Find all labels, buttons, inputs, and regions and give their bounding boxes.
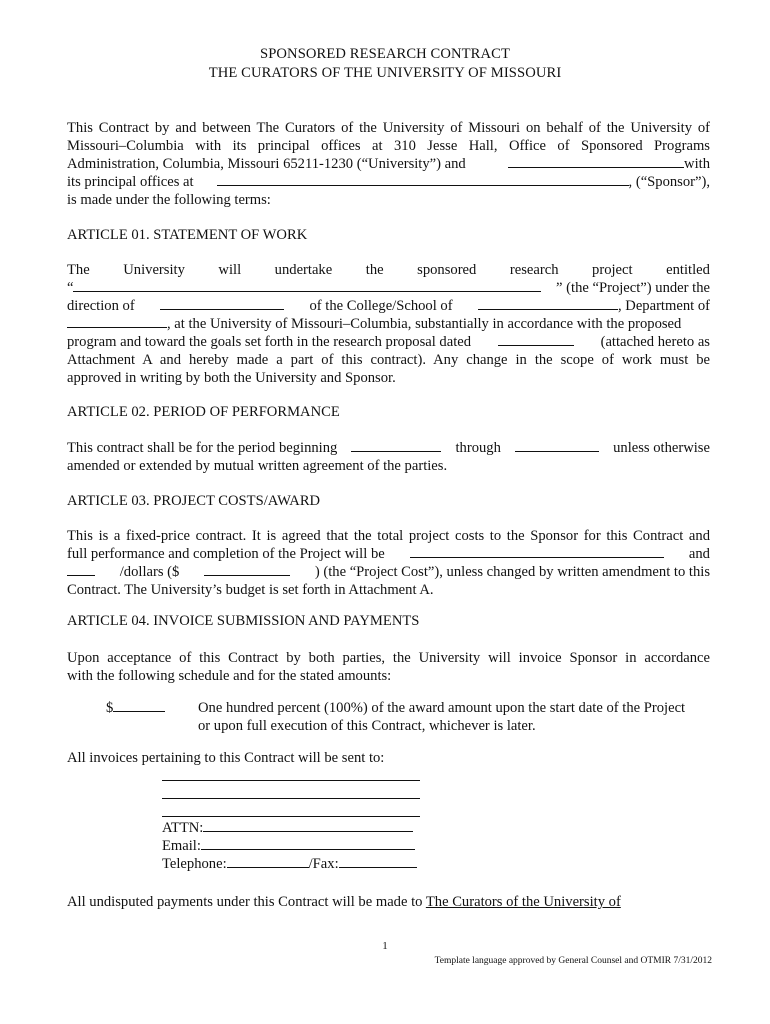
word: The bbox=[67, 262, 90, 278]
article-line: This is a fixed-price contract. It is agreed that the total project costs to the Sponsor for this Contract and bbox=[67, 528, 710, 544]
attn-blank[interactable] bbox=[203, 819, 413, 832]
article-line: with the following schedule and for the stated amounts: bbox=[67, 668, 392, 684]
department-blank[interactable] bbox=[67, 315, 167, 328]
sponsor-address-blank[interactable] bbox=[217, 173, 629, 186]
telephone-blank[interactable] bbox=[227, 855, 309, 868]
intro-line: is made under the following terms: bbox=[67, 192, 271, 208]
article-text: unless otherwise bbox=[613, 440, 710, 456]
word: the bbox=[365, 262, 384, 278]
fax-label: /Fax: bbox=[308, 856, 339, 872]
intro-line: Missouri–Columbia with its principal offices at 310 Jesse Hall, Office of Sponsored Programs bbox=[67, 138, 710, 154]
invoices-recipient-label: All invoices pertaining to this Contract will be sent to: bbox=[67, 750, 385, 766]
attn-label: ATTN: bbox=[162, 820, 204, 836]
open-quote: “ bbox=[67, 280, 74, 296]
article-line bbox=[67, 545, 710, 563]
template-approval-note: Template language approved by General Counsel and OTMIR 7/31/2012 bbox=[434, 956, 712, 966]
article-line bbox=[67, 333, 710, 351]
project-title-blank[interactable] bbox=[73, 279, 541, 292]
article-text: (attached hereto as bbox=[600, 334, 710, 350]
intro-line bbox=[67, 155, 710, 173]
word: research bbox=[509, 262, 559, 278]
payment-line: One hundred percent (100%) of the award amount upon the start date of the Project bbox=[198, 700, 686, 716]
payee-name: The Curators of the University of bbox=[425, 894, 621, 910]
article-line bbox=[67, 261, 710, 279]
start-date-blank[interactable] bbox=[351, 439, 441, 452]
email-row bbox=[162, 837, 415, 855]
payment-amount-blank[interactable] bbox=[113, 699, 165, 712]
article-text: and bbox=[688, 546, 710, 562]
article-02-heading: ARTICLE 02. PERIOD OF PERFORMANCE bbox=[67, 404, 340, 420]
cents-blank[interactable] bbox=[67, 563, 95, 576]
article-text: through bbox=[455, 440, 501, 456]
telephone-row bbox=[162, 855, 417, 873]
email-label: Email: bbox=[162, 838, 201, 854]
article-line: Attachment A and hereby made a part of this contract). Any change in the scope of work must be bbox=[67, 352, 710, 368]
payment-terms bbox=[198, 699, 718, 735]
payment-amount bbox=[106, 699, 170, 717]
telephone-label: Telephone: bbox=[162, 856, 227, 872]
article-text: ) (the “Project Cost”), unless changed by written amendment to this bbox=[314, 564, 710, 580]
intro-text: Administration, Columbia, Missouri 65211-1230 (“University”) and bbox=[67, 156, 466, 172]
amount-figures-blank[interactable] bbox=[204, 563, 290, 576]
word: will bbox=[218, 262, 242, 278]
intro-text: , (“Sponsor”), bbox=[628, 174, 710, 190]
article-line: Contract. The University’s budget is set forth in Attachment A. bbox=[67, 582, 434, 598]
payments-text: All undisputed payments under this Contract will be made to bbox=[67, 894, 423, 910]
word: project bbox=[592, 262, 633, 278]
payment-line: or upon full execution of this Contract, whichever is later. bbox=[198, 718, 536, 734]
article-line bbox=[67, 315, 710, 333]
article-text: of the College/School of bbox=[309, 298, 453, 314]
payments-paragraph bbox=[67, 893, 710, 911]
article-text: program and toward the goals set forth in the research proposal dated bbox=[67, 334, 472, 350]
article-text: full performance and completion of the Project will be bbox=[67, 546, 385, 562]
article-line: amended or extended by mutual written agreement of the parties. bbox=[67, 458, 448, 474]
address-line-blank[interactable] bbox=[162, 798, 420, 799]
page-number: 1 bbox=[382, 940, 388, 952]
dollar-sign: $ bbox=[106, 700, 114, 716]
article-line bbox=[67, 279, 710, 297]
intro-line: This Contract by and between The Curators of the University of Missouri on behalf of the University of bbox=[67, 120, 710, 136]
word: sponsored bbox=[417, 262, 477, 278]
word: University bbox=[123, 262, 185, 278]
article-03-heading: ARTICLE 03. PROJECT COSTS/AWARD bbox=[67, 493, 321, 509]
article-text: direction of bbox=[67, 298, 135, 314]
intro-line bbox=[67, 173, 710, 191]
intro-paragraph bbox=[67, 119, 710, 209]
article-01-paragraph bbox=[67, 261, 710, 387]
address-line-blank[interactable] bbox=[162, 816, 420, 817]
contract-title: SPONSORED RESEARCH CONTRACT bbox=[259, 46, 511, 62]
article-02-paragraph bbox=[67, 439, 710, 475]
article-01-heading: ARTICLE 01. STATEMENT OF WORK bbox=[67, 227, 308, 243]
word: entitled bbox=[666, 262, 710, 278]
article-04-paragraph bbox=[67, 649, 710, 685]
intro-text: its principal offices at bbox=[67, 174, 194, 190]
article-text: /dollars ($ bbox=[119, 564, 180, 580]
proposal-date-blank[interactable] bbox=[498, 333, 574, 346]
end-date-blank[interactable] bbox=[515, 439, 599, 452]
article-04-heading: ARTICLE 04. INVOICE SUBMISSION AND PAYMENTS bbox=[67, 613, 420, 629]
email-blank[interactable] bbox=[201, 837, 415, 850]
contract-subtitle: THE CURATORS OF THE UNIVERSITY OF MISSOURI bbox=[208, 65, 562, 81]
word: undertake bbox=[274, 262, 333, 278]
article-text: ” (the “Project”) under the bbox=[556, 280, 710, 296]
article-03-paragraph bbox=[67, 527, 710, 599]
article-text: , Department of bbox=[617, 298, 710, 314]
article-line bbox=[67, 563, 710, 581]
article-text: This contract shall be for the period beginning bbox=[67, 440, 338, 456]
article-line bbox=[67, 297, 710, 315]
article-line: Upon acceptance of this Contract by both parties, the University will invoice Sponsor in accordance bbox=[67, 650, 710, 666]
sponsor-name-blank[interactable] bbox=[508, 155, 684, 168]
intro-text: with bbox=[684, 156, 710, 172]
article-line bbox=[67, 439, 710, 457]
director-blank[interactable] bbox=[160, 297, 284, 310]
address-line-blank[interactable] bbox=[162, 780, 420, 781]
article-text: , at the University of Missouri–Columbia, substantially in accordance with the proposed bbox=[167, 316, 682, 332]
article-line: approved in writing by both the University and Sponsor. bbox=[67, 370, 396, 386]
college-blank[interactable] bbox=[478, 297, 618, 310]
fax-blank[interactable] bbox=[339, 855, 417, 868]
amount-words-blank[interactable] bbox=[410, 545, 664, 558]
attn-row bbox=[162, 819, 413, 837]
